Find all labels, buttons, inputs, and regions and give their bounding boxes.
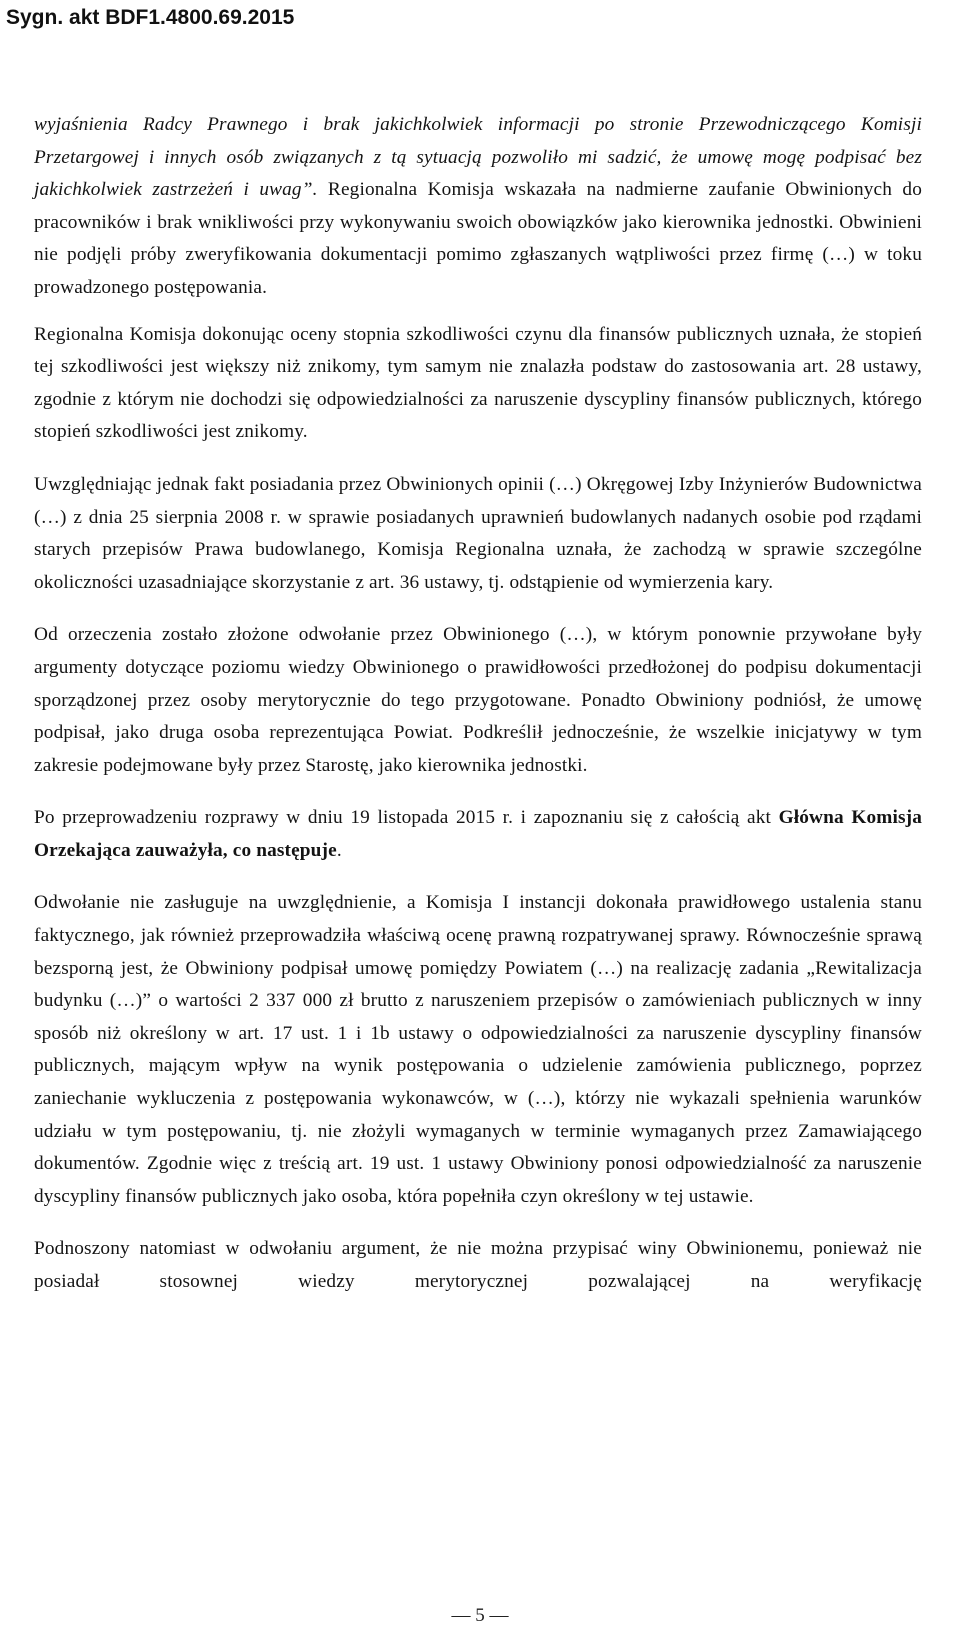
- paragraph-3: Uwzględniając jednak fakt posiadania przez Obwinionych opinii (…) Okręgowej Izby Inżynierów Budownictwa (…) z dnia 25 sierpnia 2008 r. w sprawie posiadanych uprawnień budowlanych nadanych osobie pod rządami starych przepisów Prawa budowlanego, Komisja Regionalna uznała, że zachodzą w sprawie szczególne okoliczności uzasadniające skorzystanie z art. 36 ustawy, tj. odstąpienie od wymierzenia kary.: [34, 473, 922, 593]
- paragraph-2: Regionalna Komisja dokonując oceny stopnia szkodliwości czynu dla finansów publicznych uznała, że stopień tej szkodliwości jest większy niż znikomy, tym samym nie znalazła podstaw do zastosowania art. 28 ustawy, zgodnie z którym nie dochodzi się odpowiedzialności za naruszenie dyscypliny finansów publicznych, którego stopień szkodliwości jest znikomy.: [34, 323, 922, 443]
- bold-statement: Główna Komisja Orzekająca zauważyła, co następuje: [34, 807, 922, 861]
- paragraph-text: Regionalna Komisja wskazała na nadmierne zaufanie Obwinionych do pracowników i brak wnikliwości przy wykonywaniu swoich obowiązków jako kierownika jednostki. Obwinieni nie podjęli próby zweryfikowania dokumentacji pomimo zgłaszanych wątpliwości przez firmę (…) w toku prowadzonego postępowania.: [34, 179, 922, 298]
- paragraph-1: [34, 109, 922, 305]
- page-number: — 5 —: [451, 1605, 509, 1626]
- paragraph-4: Od orzeczenia zostało złożone odwołanie przez Obwinionego (…), w którym ponownie przywołane były argumenty dotyczące poziomu wiedzy Obwinionego o prawidłowości przedłożonej do podpisu dokumentacji sporządzonej przez osoby merytorycznie do tego przygotowane. Ponadto Obwiniony podniósł, że umowę podpisał, jako druga osoba reprezentująca Powiat. Podkreślił jednocześnie, że wszelkie inicjatywy w tym zakresie podejmowane były przez Starostę, jako kierownika jednostki.: [34, 624, 922, 776]
- paragraph-6: Odwołanie nie zasługuje na uwzględnienie, a Komisja I instancji dokonała prawidłowego ustalenia stanu faktycznego, jak również przeprowadziła właściwą ocenę prawną rozpatrywanej sprawy. Równocześnie sprawą bezsporną jest, że Obwiniony podpisał umowę pomiędzy Powiatem (…) na realizację zadania „Rewitalizacja budynku (…)” o wartości 2 337 000 zł brutto z naruszeniem przepisów o zamówieniach publicznych w inny sposób niż określony w art. 17 ust. 1 i 1b ustawy o odpowiedzialności za naruszenie dyscypliny finansów publicznych, mającym wpływ na wynik postępowania o udzielenie zamówienia publicznego, poprzez zaniechanie wykluczenia z postępowania wykonawców, w (…), którzy nie wykazali spełnienia warunków udziału w tym postępowaniu, tj. nie złożyli wymaganych w terminie wymaganych przez Zamawiającego dokumentów. Zgodnie więc z treścią art. 19 ust. 1 ustawy Obwiniony ponosi odpowiedzialność za naruszenie dyscypliny finansów publicznych jako osoba, która popełniła czyn określony w tej ustawie.: [34, 892, 922, 1207]
- quoted-statement: wyjaśnienia Radcy Prawnego i brak jakichkolwiek informacji po stronie Przewodniczącego Komisji Przetargowej i innych osób związanych z tą sytuacją pozwoliło mi sadzić, że umowę mogę podpisać bez jakichkolwiek zastrzeżeń i uwag”.: [34, 114, 922, 201]
- paragraph-text: Po przeprowadzeniu rozprawy w dniu 19 listopada 2015 r. i zapoznaniu się z całością akt: [34, 807, 779, 829]
- paragraph-5: [34, 802, 922, 867]
- document-body: [34, 109, 922, 1319]
- paragraph-7: Podnoszony natomiast w odwołaniu argument, że nie można przypisać winy Obwinionemu, ponieważ nie posiadał stosownej wiedzy merytorycznej pozwalającej na weryfikację: [34, 1238, 922, 1292]
- paragraph-tail: .: [336, 839, 342, 861]
- case-reference: Sygn. akt BDF1.4800.69.2015: [6, 6, 295, 29]
